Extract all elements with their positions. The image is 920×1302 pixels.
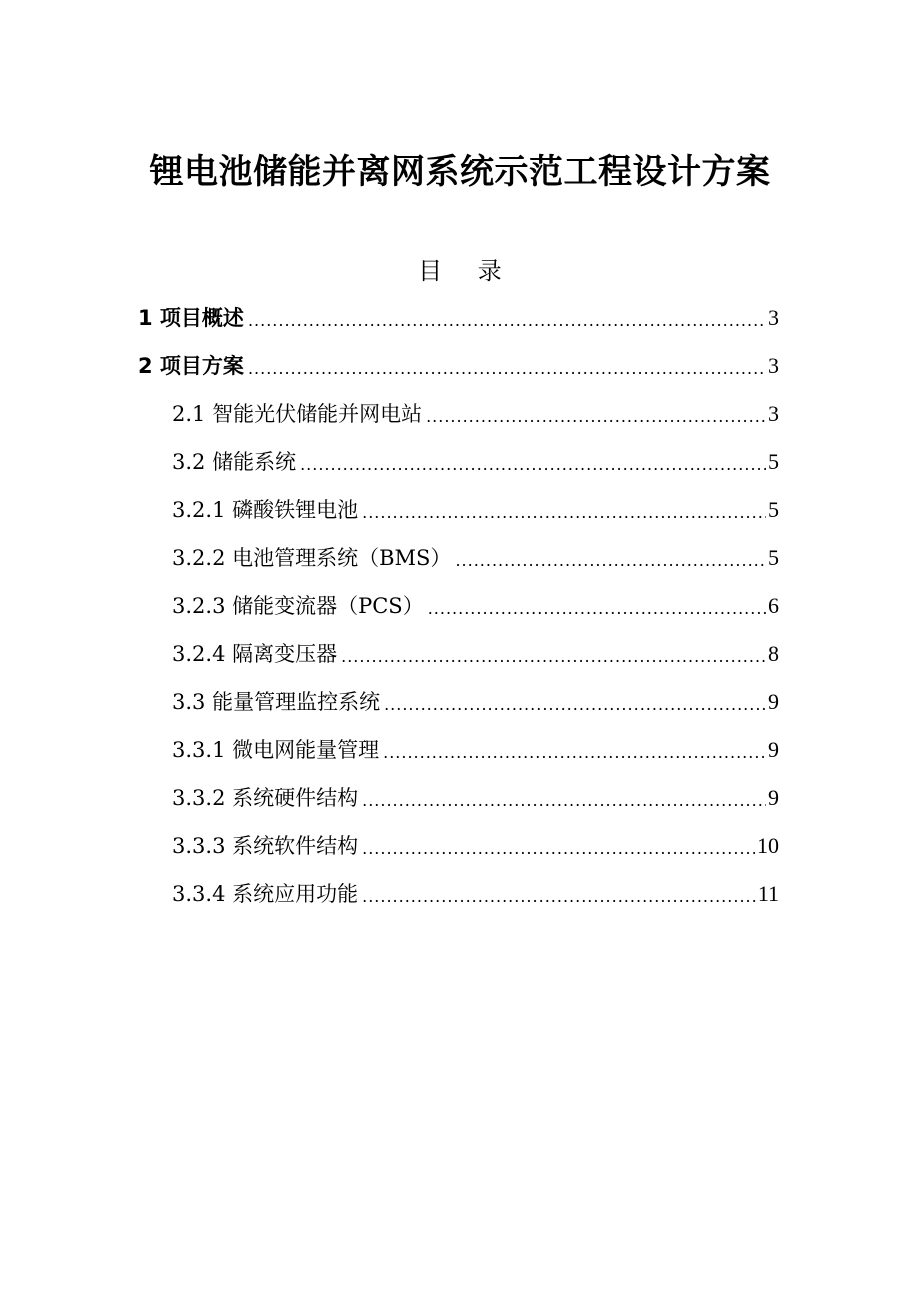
toc-entry-page: 3 <box>768 353 779 378</box>
toc-entry-label: 3.3.2 系统硬件结构 <box>172 786 359 810</box>
toc-entry-label: 3.2.1 磷酸铁锂电池 <box>172 498 359 522</box>
toc-entry-page: 5 <box>768 497 779 522</box>
toc-entry-page: 10 <box>757 833 779 858</box>
toc-entry[interactable] <box>172 446 779 478</box>
toc-entry-label: 3.3.1 微电网能量管理 <box>172 738 380 762</box>
toc-entry[interactable] <box>172 494 779 526</box>
toc-dot-leader <box>383 740 766 766</box>
toc-entry-label: 3.3 能量管理监控系统 <box>172 690 381 714</box>
toc-entry-label: 3.2.4 隔离变压器 <box>172 642 338 666</box>
toc-entry[interactable] <box>172 734 779 766</box>
toc-dot-leader <box>300 452 766 478</box>
toc-entry-label: 1 项目概述 <box>138 306 244 330</box>
toc-entry[interactable] <box>172 686 779 718</box>
toc-entry-page: 5 <box>768 545 779 570</box>
toc-entry-label: 2 项目方案 <box>138 354 244 378</box>
toc-entry-page: 9 <box>768 689 779 714</box>
toc-entry[interactable] <box>172 638 779 670</box>
toc-entry[interactable] <box>172 878 779 910</box>
toc-dot-leader <box>362 884 756 910</box>
toc-dot-leader <box>248 308 766 334</box>
toc-entry[interactable] <box>172 782 779 814</box>
toc-dot-leader <box>384 692 766 718</box>
toc-dot-leader <box>362 836 755 862</box>
toc-entry-page: 5 <box>768 449 779 474</box>
toc-entry-page: 11 <box>757 881 779 906</box>
toc-dot-leader <box>455 548 766 574</box>
toc-entry-page: 9 <box>768 737 779 762</box>
toc-entry[interactable] <box>172 542 779 574</box>
toc-dot-leader <box>341 644 766 670</box>
toc-entry-page: 3 <box>768 401 779 426</box>
toc-entry-label: 3.2 储能系统 <box>172 450 297 474</box>
toc-entry-label: 3.3.4 系统应用功能 <box>172 882 359 906</box>
toc-entry[interactable] <box>138 350 779 382</box>
toc-dot-leader <box>362 500 766 526</box>
toc-entry-label: 3.3.3 系统软件结构 <box>172 834 359 858</box>
toc-entry-label: 3.2.3 储能变流器（PCS） <box>172 594 424 618</box>
toc-entry-page: 3 <box>768 305 779 330</box>
toc-entry-page: 8 <box>768 641 779 666</box>
toc-dot-leader <box>426 404 766 430</box>
toc-dot-leader <box>428 596 766 622</box>
toc-entry[interactable] <box>138 302 779 334</box>
toc-entry[interactable] <box>172 398 779 430</box>
toc-entry-page: 9 <box>768 785 779 810</box>
toc-dot-leader <box>362 788 766 814</box>
toc-entry[interactable] <box>172 590 779 622</box>
toc-entry-label: 3.2.2 电池管理系统（BMS） <box>172 546 452 570</box>
toc-entry-page: 6 <box>768 593 779 618</box>
document-title: 锂电池储能并离网系统示范工程设计方案 <box>149 152 771 192</box>
toc-heading: 目 录 <box>418 257 516 285</box>
toc-entry-label: 2.1 智能光伏储能并网电站 <box>172 402 423 426</box>
toc-dot-leader <box>248 356 766 382</box>
toc-entry[interactable] <box>172 830 779 862</box>
